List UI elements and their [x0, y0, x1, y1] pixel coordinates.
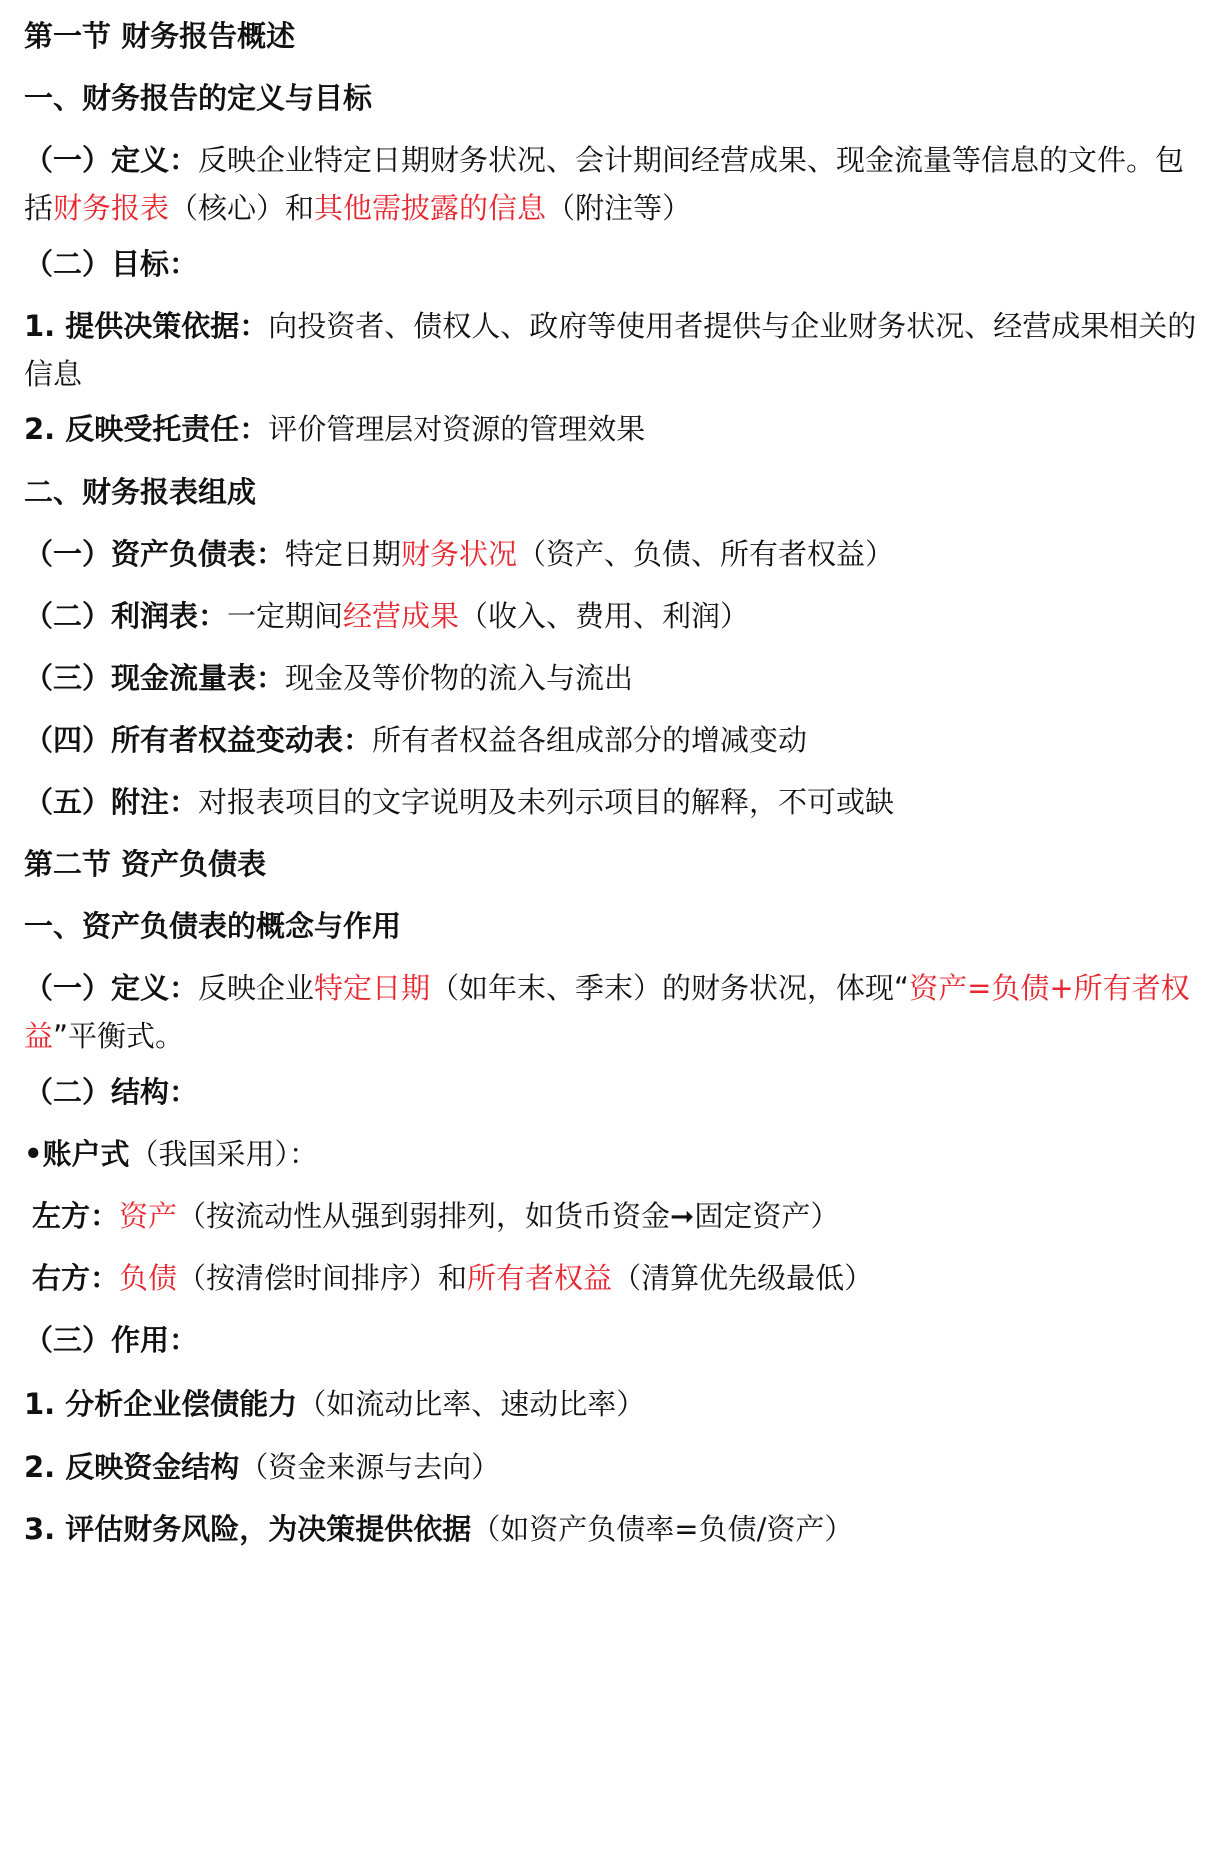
- right-side: [32, 1254, 1212, 1302]
- component-1-highlight: 财务状况: [401, 537, 518, 571]
- component-1-text-2: （资产、负债、所有者权益）: [517, 537, 895, 571]
- component-2-text-1: 一定期间: [227, 599, 344, 633]
- component-2: [24, 592, 1204, 640]
- function-item-3-text: （如资产负债率=负债/资产）: [471, 1512, 854, 1546]
- component-4-label: （四）所有者权益变动表：: [24, 723, 373, 757]
- balance-sheet-definition-paragraph: [24, 964, 1204, 1060]
- function-item-2-text: （资金来源与去向）: [239, 1450, 501, 1484]
- report-definition-highlight-2: 其他需披露的信息: [314, 191, 547, 225]
- component-1: [24, 530, 1204, 578]
- component-5-text: 对报表项目的文字说明及未列示项目的解释，不可或缺: [198, 785, 895, 819]
- function-item-2-label: 2. 反映资金结构: [24, 1450, 240, 1484]
- balance-sheet-definition-label: （一）定义：: [24, 971, 199, 1005]
- goal-item-2-text: 评价管理层对资源的管理效果: [268, 412, 646, 446]
- balance-sheet-definition-highlight-2: 资产=负债+所有者权益: [24, 971, 1190, 1053]
- function-item-2: [24, 1443, 1204, 1491]
- component-5-label: （五）附注：: [24, 785, 199, 819]
- section-1-title: 第一节 财务报告概述: [24, 19, 296, 53]
- component-5: [24, 778, 1204, 826]
- section-1-heading-2: 二、财务报表组成: [24, 475, 257, 509]
- report-definition-text-2: （核心）和: [169, 191, 315, 225]
- balance-sheet-definition-highlight-1: 特定日期: [314, 971, 431, 1005]
- report-goal-label: （二）目标：: [24, 247, 199, 281]
- component-1-text-1: 特定日期: [285, 537, 402, 571]
- right-side-label: 右方：: [32, 1261, 120, 1295]
- report-definition-label: （一）定义：: [24, 143, 199, 177]
- component-3: [24, 654, 1204, 702]
- component-2-label: （二）利润表：: [24, 599, 228, 633]
- account-form-text: （我国采用）：: [129, 1137, 319, 1171]
- component-3-label: （三）现金流量表：: [24, 661, 286, 695]
- left-side: [32, 1192, 1212, 1240]
- function-item-3-label: 3. 评估财务风险，为决策提供依据: [24, 1512, 472, 1546]
- left-side-label: 左方：: [32, 1199, 120, 1233]
- function-item-1: [24, 1380, 1204, 1428]
- component-2-text-2: （收入、费用、利润）: [459, 599, 750, 633]
- balance-sheet-definition-text-3: ”平衡式。: [53, 1019, 185, 1053]
- section-2-title: 第二节 资产负债表: [24, 847, 267, 881]
- function-item-3: [24, 1505, 1204, 1553]
- account-form: [24, 1130, 1204, 1178]
- structure-label: （二）结构：: [24, 1075, 199, 1109]
- right-side-highlight-1: 负债: [119, 1261, 178, 1295]
- section-2-heading-1: 一、资产负债表的概念与作用: [24, 909, 402, 943]
- goal-item-2: [24, 405, 1204, 453]
- left-side-text: （按流动性从强到弱排列，如货币资金➞固定资产）: [177, 1199, 840, 1233]
- right-side-text-1: （按清偿时间排序）和: [177, 1261, 468, 1295]
- right-side-highlight-2: 所有者权益: [467, 1261, 613, 1295]
- account-form-label: •账户式: [24, 1137, 130, 1171]
- right-side-text-2: （清算优先级最低）: [612, 1261, 874, 1295]
- balance-sheet-definition-text-2: （如年末、季末）的财务状况，体现“: [430, 971, 910, 1005]
- report-definition-text-3: （附注等）: [546, 191, 692, 225]
- report-definition-paragraph: [24, 136, 1204, 232]
- component-4: [24, 716, 1204, 764]
- goal-item-2-label: 2. 反映受托责任：: [24, 412, 269, 446]
- component-2-highlight: 经营成果: [343, 599, 460, 633]
- goal-item-1-text: 向投资者、债权人、政府等使用者提供与企业财务状况、经营成果相关的信息: [24, 309, 1197, 391]
- report-definition-highlight-1: 财务报表: [53, 191, 170, 225]
- component-3-text: 现金及等价物的流入与流出: [285, 661, 634, 695]
- balance-sheet-definition-text-1: 反映企业: [198, 971, 315, 1005]
- component-4-text: 所有者权益各组成部分的增减变动: [372, 723, 808, 757]
- function-item-1-label: 1. 分析企业偿债能力: [24, 1387, 298, 1421]
- function-item-1-text: （如流动比率、速动比率）: [297, 1387, 646, 1421]
- goal-item-1: [24, 302, 1204, 398]
- report-definition-text-1: 反映企业特定日期财务状况、会计期间经营成果、现金流量等信息的文件。包括: [24, 143, 1185, 225]
- component-1-label: （一）资产负债表：: [24, 537, 286, 571]
- section-1-heading-1: 一、财务报告的定义与目标: [24, 81, 373, 115]
- left-side-highlight: 资产: [119, 1199, 178, 1233]
- function-label: （三）作用：: [24, 1323, 199, 1357]
- goal-item-1-label: 1. 提供决策依据：: [24, 309, 269, 343]
